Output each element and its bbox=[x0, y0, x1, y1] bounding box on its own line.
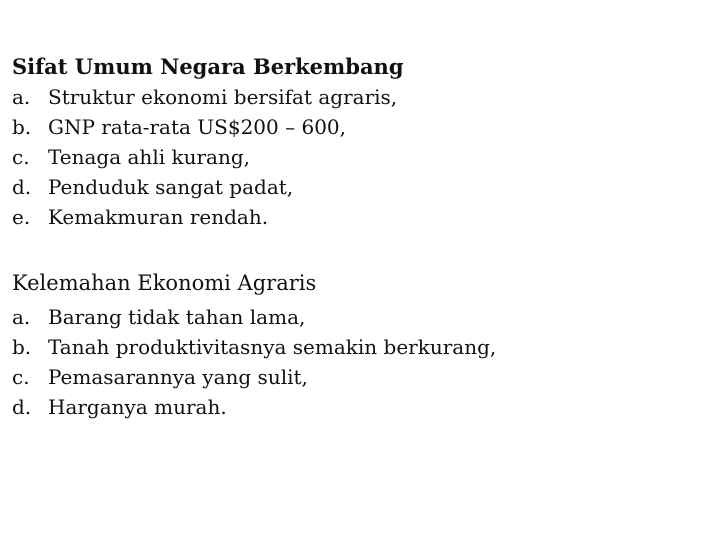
section-sifat-umum bbox=[12, 52, 702, 232]
list-marker: c. bbox=[12, 145, 30, 169]
list-item bbox=[12, 392, 702, 422]
list-item-text: Kemakmuran rendah. bbox=[48, 205, 269, 229]
list-item bbox=[12, 362, 702, 392]
list-marker: a. bbox=[12, 85, 31, 109]
list-marker: e. bbox=[12, 205, 31, 229]
list-item-text: Tanah produktivitasnya semakin berkurang, bbox=[48, 335, 497, 359]
list-item-text: Tenaga ahli kurang, bbox=[48, 145, 250, 169]
list-item bbox=[12, 82, 702, 112]
list-item-text: Pemasarannya yang sulit, bbox=[48, 365, 308, 389]
bullet-list bbox=[12, 82, 702, 232]
list-marker: a. bbox=[12, 305, 31, 329]
list-item bbox=[12, 142, 702, 172]
list-item-text: Penduduk sangat padat, bbox=[48, 175, 294, 199]
section-heading: Kelemahan Ekonomi Agraris bbox=[12, 271, 317, 295]
list-item-text: GNP rata-rata US$200 – 600, bbox=[48, 115, 346, 139]
list-marker: b. bbox=[12, 115, 32, 139]
list-item-text: Harganya murah. bbox=[48, 395, 227, 419]
list-item bbox=[12, 302, 702, 332]
list-item bbox=[12, 202, 702, 232]
list-item bbox=[12, 172, 702, 202]
list-marker: b. bbox=[12, 335, 32, 359]
list-item-text: Barang tidak tahan lama, bbox=[48, 305, 306, 329]
list-marker: d. bbox=[12, 395, 32, 419]
bullet-list bbox=[12, 302, 702, 422]
section-kelemahan-ekonomi bbox=[12, 268, 702, 422]
list-marker: d. bbox=[12, 175, 32, 199]
section-heading: Sifat Umum Negara Berkembang bbox=[12, 54, 404, 79]
list-item bbox=[12, 112, 702, 142]
list-item bbox=[12, 332, 702, 362]
list-item-text: Struktur ekonomi bersifat agraris, bbox=[48, 85, 398, 109]
list-marker: c. bbox=[12, 365, 30, 389]
slide-content bbox=[12, 52, 702, 422]
